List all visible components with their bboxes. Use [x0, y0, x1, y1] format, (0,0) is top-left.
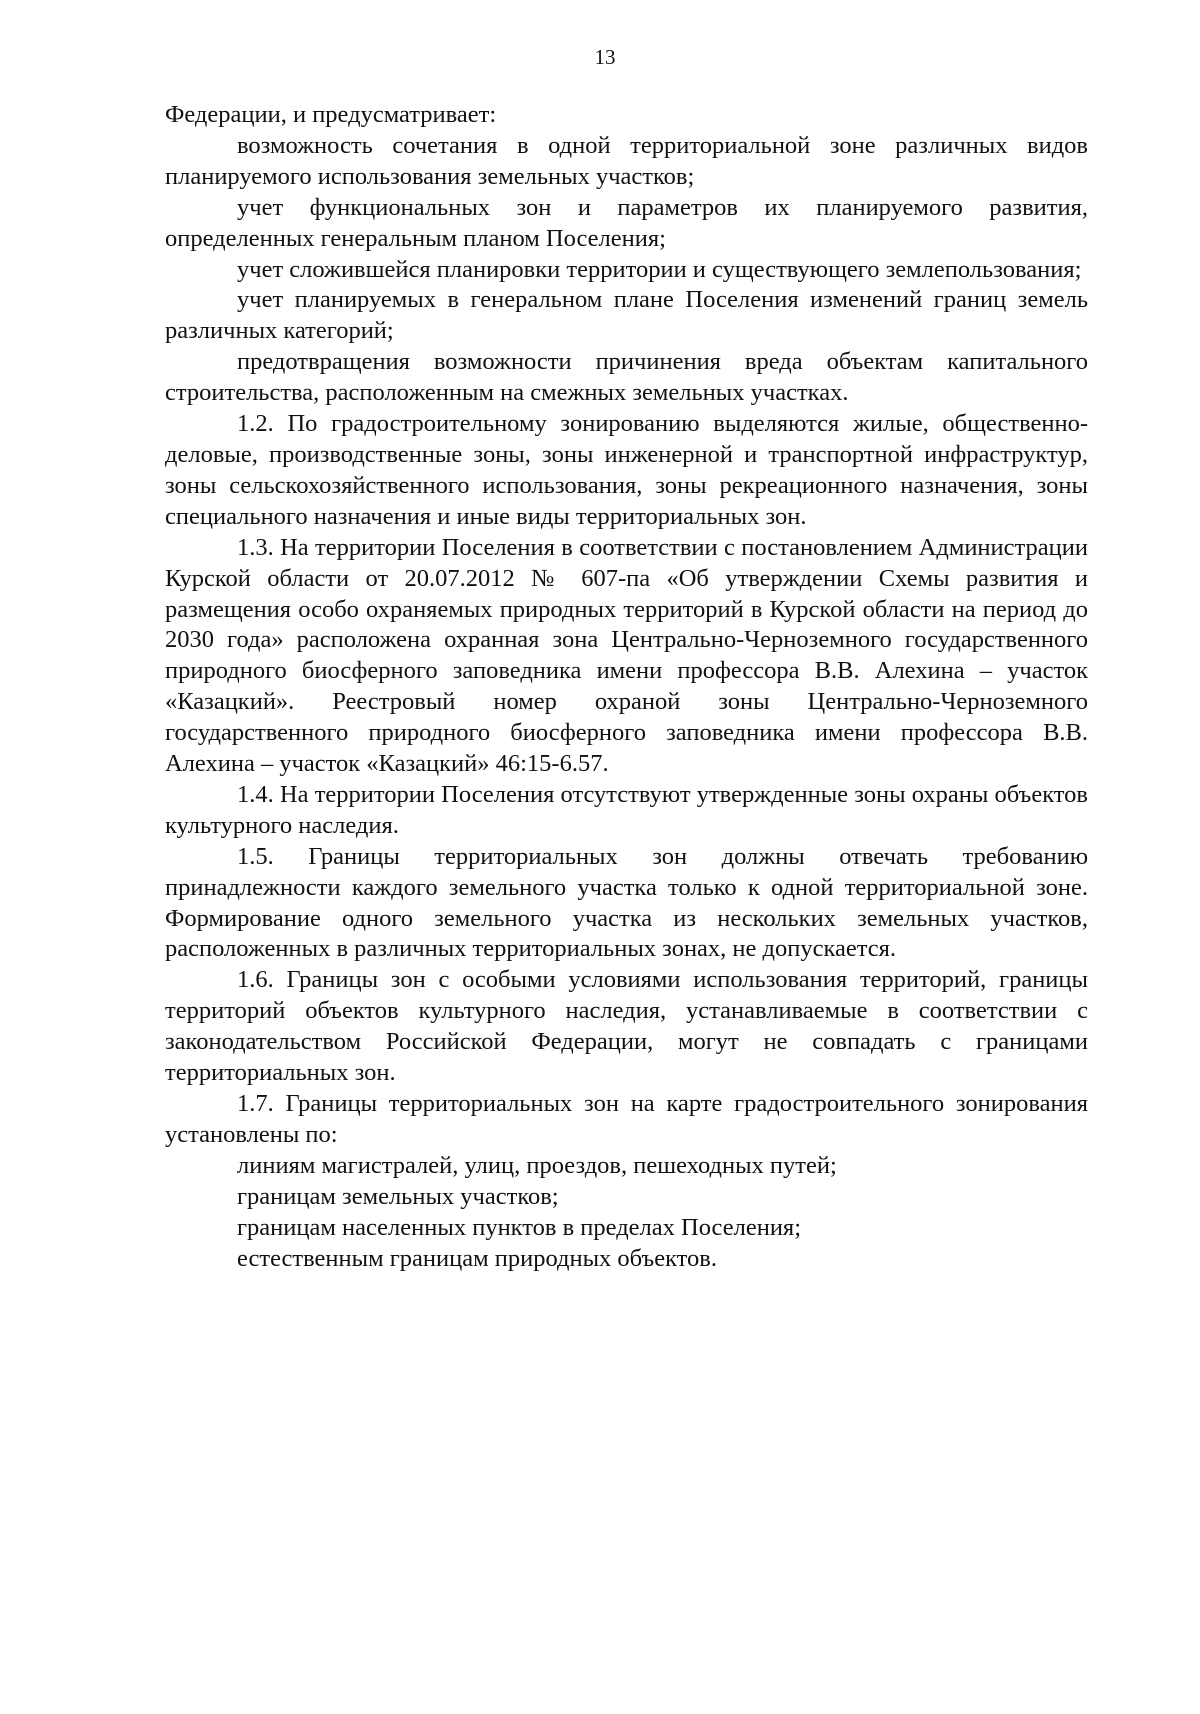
list-item-land-plots: границам земельных участков;	[237, 1182, 559, 1210]
page-number: 13	[594, 45, 616, 69]
paragraph-item-combination: возможность сочетания в одной территориальной зоне различных видов планируемого использования земельных участков;	[165, 131, 1088, 190]
paragraph-item-planning: учет сложившейся планировки территории и существующего землепользования;	[237, 255, 1082, 283]
paragraph-1-7: 1.7. Границы территориальных зон на карте градостроительного зонирования установлены по:	[165, 1090, 1088, 1148]
paragraph-1-6: 1.6. Границы зон с особыми условиями использования территорий, границы территорий объектов культурного наследия, устанавливаемые в соответствии с законодательством Российской Федерации, могут не совпадать с границами территориальных зон.	[165, 966, 1088, 1087]
paragraph-1-2: 1.2. По градостроительному зонированию выделяются жилые, общественно-деловые, производственные зоны, зоны инженерной и транспортной инфраструктур, зоны сельскохозяйственного использования, зоны рекреационного назначения, зоны специального назначения и иные виды территориальных зон.	[165, 410, 1088, 530]
list-item-settlements: границам населенных пунктов в пределах Поселения;	[237, 1213, 802, 1241]
paragraph-item-damage-prevention: предотвращения возможности причинения вреда объектам капитального строительства, расположенным на смежных земельных участках.	[165, 348, 1088, 407]
paragraph-continuation: Федерации, и предусматривает:	[165, 101, 497, 128]
list-item-natural-boundaries: естественным границам природных объектов.	[237, 1244, 717, 1272]
paragraph-1-4: 1.4. На территории Поселения отсутствуют утвержденные зоны охраны объектов культурного наследия.	[165, 780, 1088, 839]
paragraph-item-functional-zones: учет функциональных зон и параметров их планируемого развития, определенных генеральным планом Поселения;	[165, 193, 1088, 252]
list-item-roads: линиям магистралей, улиц, проездов, пешеходных путей;	[237, 1151, 837, 1179]
paragraph-item-boundary-changes: учет планируемых в генеральном плане Поселения изменений границ земель различных категорий;	[165, 286, 1088, 345]
document-body	[165, 100, 1088, 1274]
paragraph-1-5: 1.5. Границы территориальных зон должны отвечать требованию принадлежности каждого земельного участка только к одной территориальной зоне. Формирование одного земельного участка из нескольких земельных участков, расположенных в различных территориальных зонах, не допускается.	[165, 842, 1088, 963]
paragraph-1-3: 1.3. На территории Поселения в соответствии с постановлением Администрации Курской области от 20.07.2012 № 607-па «Об утверждении Схемы развития и размещения особо охраняемых природных территорий в Курской области на период до 2030 года» расположена охранная зона Центрально-Черноземного государственного природного биосферного заповедника имени профессора В.В. Алехина – участок «Казацкий». Реестровый номер охраной зоны Центрально-Черноземного государственного природного биосферного заповедника имени профессора В.В. Алехина – участок «Казацкий» 46:15-6.57.	[165, 533, 1088, 778]
